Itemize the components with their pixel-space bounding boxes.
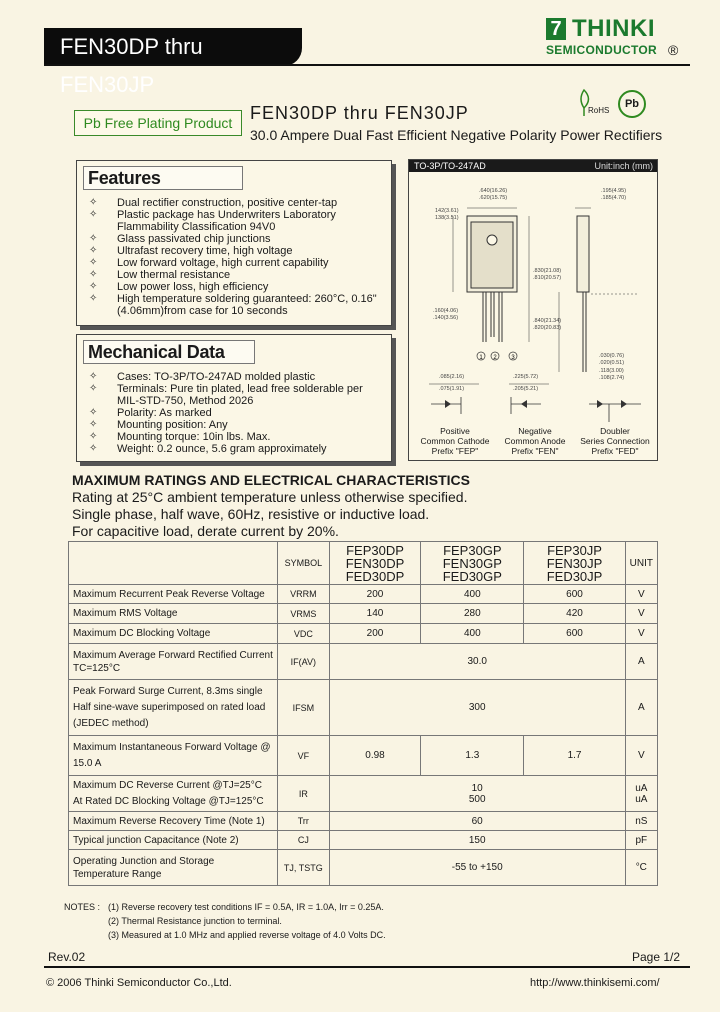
list-item: ✧ Polarity: As marked xyxy=(87,407,387,419)
note-item: (3) Measured at 1.0 MHz and applied reverse voltage of 4.0 Volts DC. xyxy=(108,930,386,940)
dim-label: .160(4.06) xyxy=(433,308,459,314)
dim-label: .840(21.34) xyxy=(533,318,562,324)
param-cell: Maximum RMS Voltage xyxy=(69,604,278,624)
website-link[interactable]: http://www.thinkisemi.com/ xyxy=(530,977,660,989)
unit-cell: V xyxy=(625,585,657,604)
symbol-cell: IR xyxy=(277,776,329,812)
list-item: ✧ Mounting position: Any xyxy=(87,419,387,431)
pin-2-label: 2 xyxy=(493,355,497,361)
logo-name: THINKI xyxy=(572,15,655,42)
symbol-cell: IF(AV) xyxy=(277,644,329,680)
table-row xyxy=(69,624,658,644)
dim-label: .830(21.08) xyxy=(533,268,562,274)
ratings-heading: MAXIMUM RATINGS AND ELECTRICAL CHARACTERISTICS xyxy=(72,472,470,488)
dim-label: .620(15.75) xyxy=(479,195,508,201)
ratings-table xyxy=(68,541,658,886)
param-cell: Maximum DC Blocking Voltage xyxy=(69,624,278,644)
part-number: FED30DP xyxy=(345,568,405,584)
unit-cell: nS xyxy=(625,812,657,831)
dim-label: .205(5.21) xyxy=(513,386,539,392)
list-item: ✧ Low power loss, high efficiency xyxy=(87,281,387,293)
symbol-header: SYMBOL xyxy=(277,542,329,585)
circuit-line: Common Anode xyxy=(504,436,566,446)
dim-label: .640(16.26) xyxy=(479,188,508,194)
list-item: ✧ Ultrafast recovery time, high voltage xyxy=(87,245,387,257)
registered-mark: ® xyxy=(668,42,679,58)
symbol-cell: VRRM xyxy=(277,585,329,604)
part-number: FED30GP xyxy=(442,568,502,584)
part-number: FEP30DP xyxy=(346,542,404,558)
dim-label: .030(0.76) xyxy=(599,353,625,359)
value-cell: 400 xyxy=(421,624,524,644)
list-item: ✧ Weight: 0.2 ounce, 5.6 gram approximately xyxy=(87,443,387,455)
pb-free-badge: Pb Free Plating Product xyxy=(74,110,242,136)
value-cell: 280 xyxy=(421,604,524,624)
copyright: © 2006 Thinki Semiconductor Co.,Ltd. xyxy=(46,977,232,989)
circuit-line: Positive xyxy=(440,426,470,436)
unit-cell: V xyxy=(625,736,657,776)
value-line: 10 xyxy=(471,782,483,794)
param-cell: Maximum Reverse Recovery Time (Note 1) xyxy=(69,812,278,831)
features-list xyxy=(87,197,387,317)
unit-cell: V xyxy=(625,604,657,624)
dim-label: .140(3.56) xyxy=(433,315,459,321)
circuit-positive-label xyxy=(413,426,497,456)
list-item: ✧ Low forward voltage, high current capability xyxy=(87,257,387,269)
list-item: ✧ Terminals: Pure tin plated, lead free solderable per MIL-STD-750, Method 2026 xyxy=(87,383,387,407)
circuit-line: Prefix "FEN" xyxy=(511,446,559,456)
param-cell: Maximum Average Forward Rectified Current TC=125°C xyxy=(69,644,278,680)
circuit-doubler-label xyxy=(573,426,657,456)
symbol-cell: VDC xyxy=(277,624,329,644)
note-item: (2) Thermal Resistance junction to terminal. xyxy=(108,916,282,926)
dim-label: 142(3.61) xyxy=(435,208,459,214)
param-cell: Maximum DC Reverse Current @TJ=25°C At Rated DC Blocking Voltage @TJ=125°C xyxy=(69,776,278,812)
circuit-line: Prefix "FEP" xyxy=(431,446,479,456)
table-row xyxy=(69,812,658,831)
page-title-tab: FEN30DP thru FEN30JP xyxy=(44,28,302,66)
table-row xyxy=(69,850,658,886)
value-cell: 400 xyxy=(421,585,524,604)
unit-cell: A xyxy=(625,644,657,680)
value-cell: 30.0 xyxy=(329,644,625,680)
list-item: ✧ Low thermal resistance xyxy=(87,269,387,281)
param-cell: Operating Junction and Storage Temperature Range xyxy=(69,850,278,886)
part-number: FED30JP xyxy=(546,568,603,584)
value-cell: 420 xyxy=(524,604,625,624)
dim-label: .085(2.16) xyxy=(439,374,465,380)
value-cell xyxy=(329,776,625,812)
table-row xyxy=(69,604,658,624)
unit-cell xyxy=(625,776,657,812)
table-row xyxy=(69,736,658,776)
value-cell: 600 xyxy=(524,585,625,604)
unit-cell: °C xyxy=(625,850,657,886)
unit-line: uA xyxy=(635,793,648,805)
unit-cell: A xyxy=(625,680,657,736)
param-cell: Typical junction Capacitance (Note 2) xyxy=(69,831,278,850)
value-cell: 200 xyxy=(329,624,420,644)
note-item: (1) Reverse recovery test conditions IF = 0.5A, IR = 1.0A, Irr = 0.25A. xyxy=(108,902,384,912)
features-heading: Features xyxy=(83,166,243,190)
unit-line: uA xyxy=(635,782,648,794)
table-row xyxy=(69,644,658,680)
dim-label: .225(5.72) xyxy=(513,374,539,380)
table-row xyxy=(69,831,658,850)
dim-label: .195(4.95) xyxy=(601,188,627,194)
value-cell: 600 xyxy=(524,624,625,644)
dim-label: .075(1.91) xyxy=(439,386,465,392)
part-header xyxy=(524,542,625,585)
dim-label: .185(4.70) xyxy=(601,195,627,201)
page-number: Page 1/2 xyxy=(632,950,681,964)
symbol-cell: VF xyxy=(277,736,329,776)
logo-mark: 7 xyxy=(546,18,566,40)
pin-1-label: 1 xyxy=(479,355,483,361)
features-panel xyxy=(76,160,392,326)
header-rule xyxy=(44,64,690,66)
product-title: FEN30DP thru FEN30JP xyxy=(250,103,469,123)
dim-label: .820(20.83) xyxy=(533,325,562,331)
package-diagram xyxy=(408,159,658,461)
package-outline-drawing xyxy=(409,172,657,460)
value-cell: 1.7 xyxy=(524,736,625,776)
dim-label: .020(0.51) xyxy=(599,360,625,366)
symbol-cell: VRMS xyxy=(277,604,329,624)
symbol-cell: IFSM xyxy=(277,680,329,736)
value-cell: 140 xyxy=(329,604,420,624)
footer-rule xyxy=(44,966,690,968)
package-name: TO-3P/TO-247AD xyxy=(414,161,486,171)
part-number: FEN30DP xyxy=(345,555,405,571)
circuit-line: Doubler xyxy=(600,426,630,436)
circuit-line: Prefix "FED" xyxy=(591,446,639,456)
part-number: FEP30JP xyxy=(547,542,602,558)
unit-header: UNIT xyxy=(625,542,657,585)
value-line: 500 xyxy=(468,793,486,805)
rohs-label: RoHS xyxy=(588,106,610,115)
unit-cell: V xyxy=(625,624,657,644)
list-item: ✧ High temperature soldering guaranteed: 260°C, 0.16"(4.06mm)from case for 10 seconds xyxy=(87,293,387,317)
mechanical-panel xyxy=(76,334,392,462)
rating-condition: Single phase, half wave, 60Hz, resistive or inductive load. xyxy=(72,506,430,522)
rating-condition: Rating at 25°C ambient temperature unless otherwise specified. xyxy=(72,489,468,505)
list-item: ✧ Glass passivated chip junctions xyxy=(87,233,387,245)
logo-subtitle: SEMICONDUCTOR xyxy=(546,43,658,57)
package-unit: Unit:inch (mm) xyxy=(594,161,653,171)
pin-3-label: 3 xyxy=(511,355,515,361)
value-cell: 150 xyxy=(329,831,625,850)
list-item: ✧ Cases: TO-3P/TO-247AD molded plastic xyxy=(87,371,387,383)
list-item: ✧ Plastic package has Underwriters Laboratory Flammability Classification 94V0 xyxy=(87,209,387,233)
circuit-negative-label xyxy=(497,426,573,456)
list-item: ✧ Mounting torque: 10in lbs. Max. xyxy=(87,431,387,443)
part-number: FEP30GP xyxy=(443,542,502,558)
value-cell: 60 xyxy=(329,812,625,831)
revision: Rev.02 xyxy=(48,950,86,964)
list-item: ✧ Dual rectifier construction, positive center-tap xyxy=(87,197,387,209)
dim-label: .810(20.57) xyxy=(533,275,562,281)
symbol-cell: TJ, TSTG xyxy=(277,850,329,886)
symbol-cell: Trr xyxy=(277,812,329,831)
part-header xyxy=(329,542,420,585)
part-header xyxy=(421,542,524,585)
dim-label: .108(2.74) xyxy=(599,375,625,381)
table-row xyxy=(69,776,658,812)
value-cell: 0.98 xyxy=(329,736,420,776)
table-header-row xyxy=(69,542,658,585)
unit-cell: pF xyxy=(625,831,657,850)
param-cell: Maximum Recurrent Peak Reverse Voltage xyxy=(69,585,278,604)
param-cell: Peak Forward Surge Current, 8.3ms single Half sine-wave superimposed on rated load (JEDEC method) xyxy=(69,680,278,736)
table-header-cell xyxy=(69,542,278,585)
notes-label: NOTES : xyxy=(64,902,101,912)
table-row xyxy=(69,585,658,604)
product-subtitle: 30.0 Ampere Dual Fast Efficient Negative Polarity Power Rectifiers xyxy=(250,127,663,143)
circuit-line: Negative xyxy=(518,426,552,436)
circuit-line: Series Connection xyxy=(580,436,650,446)
dim-label: 138(3.51) xyxy=(435,215,459,221)
mechanical-heading: Mechanical Data xyxy=(83,340,255,364)
symbol-cell: CJ xyxy=(277,831,329,850)
dim-label: .118(3.00) xyxy=(599,368,624,374)
value-cell: 1.3 xyxy=(421,736,524,776)
param-cell: Maximum Instantaneous Forward Voltage @ 15.0 A xyxy=(69,736,278,776)
value-cell: 200 xyxy=(329,585,420,604)
value-cell: 300 xyxy=(329,680,625,736)
value-cell: -55 to +150 xyxy=(329,850,625,886)
part-number: FEN30GP xyxy=(442,555,502,571)
part-number: FEN30JP xyxy=(546,555,603,571)
rating-condition: For capacitive load, derate current by 20%. xyxy=(72,523,339,539)
mechanical-list xyxy=(87,371,387,455)
table-row xyxy=(69,680,658,736)
pb-free-icon: Pb xyxy=(618,90,646,118)
circuit-line: Common Cathode xyxy=(420,436,490,446)
